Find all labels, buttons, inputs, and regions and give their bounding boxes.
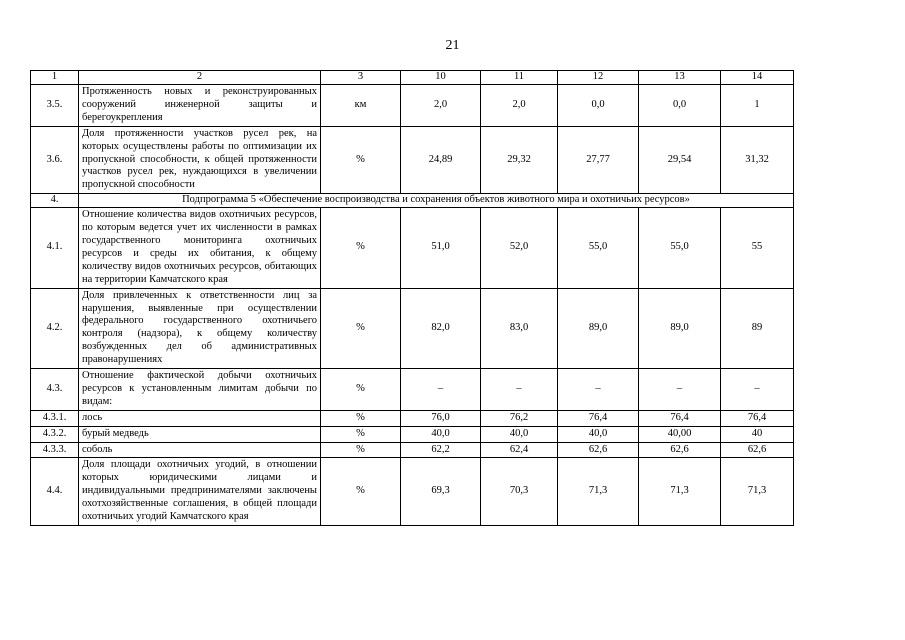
unit-cell: %: [321, 410, 401, 426]
row-number-cell: 4.: [31, 194, 79, 208]
row-number-cell: 4.2.: [31, 288, 79, 368]
table-row: [31, 126, 794, 194]
value-cell: 40,0: [401, 426, 481, 442]
value-cell: 62,6: [558, 442, 639, 458]
unit-cell: %: [321, 458, 401, 526]
indicator-description-cell: Доля протяженности участков русел рек, на которых осуществлены работы по оптимизации их пропускной способности, к общей протяженности участков русел рек, нуждающихся в увеличении пропускной способности: [79, 126, 321, 194]
section-title-cell: Подпрограмма 5 «Обеспечение воспроизводства и сохранения объектов животного мира и охотничьих ресурсов»: [79, 194, 794, 208]
value-cell: –: [558, 369, 639, 411]
value-cell: –: [639, 369, 721, 411]
indicator-description-cell: Доля привлеченных к ответственности лиц за нарушения, выявленные при осуществлении федерального государственного охотничьего контроля (надзора), к общему количеству возбужденных дел об административных правонарушениях: [79, 288, 321, 368]
value-cell: 76,4: [721, 410, 794, 426]
value-cell: 0,0: [639, 85, 721, 127]
value-cell: 62,2: [401, 442, 481, 458]
header-cell: 11: [481, 71, 558, 85]
value-cell: 76,0: [401, 410, 481, 426]
row-number-cell: 4.3.: [31, 369, 79, 411]
header-cell: 10: [401, 71, 481, 85]
indicators-table: [30, 70, 794, 526]
table-row: [31, 458, 794, 526]
value-cell: 71,3: [639, 458, 721, 526]
value-cell: 82,0: [401, 288, 481, 368]
value-cell: 76,4: [639, 410, 721, 426]
row-number-cell: 3.5.: [31, 85, 79, 127]
table-row: [31, 442, 794, 458]
table-body: [31, 71, 794, 526]
value-cell: 2,0: [481, 85, 558, 127]
header-cell: 13: [639, 71, 721, 85]
value-cell: 76,4: [558, 410, 639, 426]
value-cell: 40: [721, 426, 794, 442]
value-cell: 89,0: [558, 288, 639, 368]
row-number-cell: 4.4.: [31, 458, 79, 526]
value-cell: 89,0: [639, 288, 721, 368]
value-cell: 83,0: [481, 288, 558, 368]
value-cell: 24,89: [401, 126, 481, 194]
indicator-description-cell: Отношение количества видов охотничьих ресурсов, по которым ведется учет их численности в рамках государственного мониторинга охотничьих ресурсов и среды их обитания, к общему количеству видов охотничьих ресурсов, обитающих на территории Камчатского края: [79, 208, 321, 288]
table-row: [31, 208, 794, 288]
value-cell: 0,0: [558, 85, 639, 127]
indicator-description-cell: лось: [79, 410, 321, 426]
value-cell: –: [401, 369, 481, 411]
value-cell: 70,3: [481, 458, 558, 526]
row-number-cell: 4.3.3.: [31, 442, 79, 458]
table-row: [31, 85, 794, 127]
indicator-description-cell: соболь: [79, 442, 321, 458]
value-cell: 55,0: [558, 208, 639, 288]
value-cell: 89: [721, 288, 794, 368]
value-cell: 71,3: [558, 458, 639, 526]
indicator-description-cell: Отношение фактической добычи охотничьих ресурсов к установленным лимитам добычи по видам:: [79, 369, 321, 411]
value-cell: 31,32: [721, 126, 794, 194]
value-cell: 76,2: [481, 410, 558, 426]
indicator-description-cell: Доля площади охотничьих угодий, в отношении которых юридическими лицами и индивидуальными предпринимателями заключены охотхозяйственные соглашения, в общей площади охотничьих угодий Камчатского края: [79, 458, 321, 526]
table-row: [31, 410, 794, 426]
unit-cell: %: [321, 288, 401, 368]
unit-cell: %: [321, 208, 401, 288]
value-cell: –: [721, 369, 794, 411]
section-row: [31, 194, 794, 208]
unit-cell: %: [321, 369, 401, 411]
row-number-cell: 4.1.: [31, 208, 79, 288]
unit-cell: %: [321, 442, 401, 458]
value-cell: 71,3: [721, 458, 794, 526]
unit-cell: %: [321, 426, 401, 442]
unit-cell: %: [321, 126, 401, 194]
value-cell: 29,32: [481, 126, 558, 194]
value-cell: 2,0: [401, 85, 481, 127]
value-cell: 40,00: [639, 426, 721, 442]
page-number: 21: [445, 38, 460, 53]
value-cell: 55,0: [639, 208, 721, 288]
value-cell: 40,0: [481, 426, 558, 442]
value-cell: 52,0: [481, 208, 558, 288]
table-header-row: [31, 71, 794, 85]
row-number-cell: 4.3.2.: [31, 426, 79, 442]
indicator-description-cell: Протяженность новых и реконструированных сооружений инженерной защиты и берегоукрепления: [79, 85, 321, 127]
table-row: [31, 426, 794, 442]
value-cell: 27,77: [558, 126, 639, 194]
value-cell: 62,6: [639, 442, 721, 458]
value-cell: 62,6: [721, 442, 794, 458]
row-number-cell: 4.3.1.: [31, 410, 79, 426]
row-number-cell: 3.6.: [31, 126, 79, 194]
value-cell: –: [481, 369, 558, 411]
unit-cell: км: [321, 85, 401, 127]
header-cell: 12: [558, 71, 639, 85]
value-cell: 40,0: [558, 426, 639, 442]
value-cell: 51,0: [401, 208, 481, 288]
value-cell: 55: [721, 208, 794, 288]
value-cell: 62,4: [481, 442, 558, 458]
header-cell: 1: [31, 71, 79, 85]
header-cell: 2: [79, 71, 321, 85]
value-cell: 29,54: [639, 126, 721, 194]
header-cell: 14: [721, 71, 794, 85]
table-row: [31, 369, 794, 411]
header-cell: 3: [321, 71, 401, 85]
value-cell: 69,3: [401, 458, 481, 526]
indicator-description-cell: бурый медведь: [79, 426, 321, 442]
table-row: [31, 288, 794, 368]
value-cell: 1: [721, 85, 794, 127]
